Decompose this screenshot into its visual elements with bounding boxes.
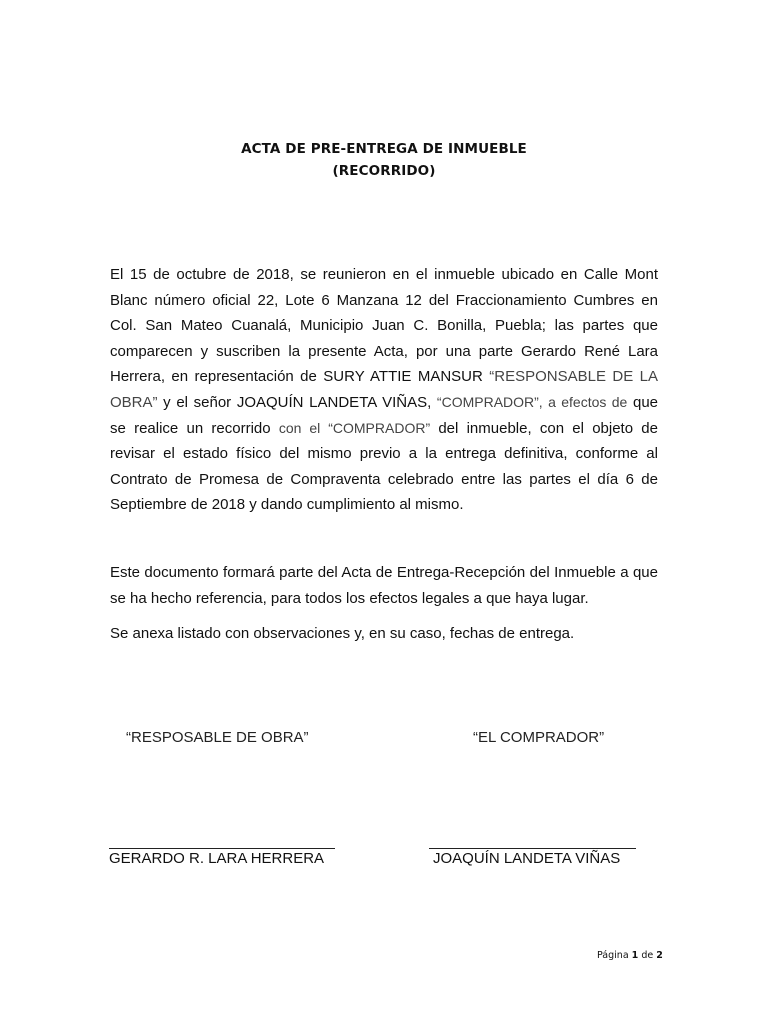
signature-line-responsible — [109, 848, 335, 849]
quote-buyer: “COMPRADOR”, a efectos de — [436, 393, 628, 410]
quote-buyer-walkthrough: con el “COMPRADOR” — [278, 419, 431, 436]
page-total: 2 — [656, 950, 663, 961]
intro-text-3: , — [427, 393, 437, 411]
page-label: Página — [597, 950, 629, 961]
intro-text-2: y el señor — [157, 393, 237, 411]
page-of-label: de — [641, 950, 654, 961]
signature-caption-buyer: “EL COMPRADOR” — [473, 729, 605, 746]
paragraph-intro — [110, 262, 658, 518]
signatory-name-responsible: GERARDO R. LARA HERRERA — [109, 850, 325, 867]
party-name-responsible: SURY ATTIE MANSUR — [323, 368, 483, 386]
signatory-name-buyer: JOAQUÍN LANDETA VIÑAS — [433, 850, 621, 867]
party-name-buyer: JOAQUÍN LANDETA VIÑAS — [236, 393, 428, 411]
signature-line-buyer — [429, 848, 636, 849]
document-title: ACTA DE PRE-ENTREGA DE INMUEBLE — [241, 141, 527, 157]
intro-text-5: del inmueble, con el objeto de revisar el estado físico del mismo previo a la entrega definitiva, conforme al Contrato de Promesa de Compraventa celebrado entre las partes el día 6 de Septiembre de 2018 y dando cumplimiento al mismo. — [110, 419, 658, 514]
signature-caption-responsible: “RESPOSABLE DE OBRA” — [126, 729, 309, 746]
intro-text-1: El 15 de octubre de 2018, se reunieron en el inmueble ubicado en Calle Mont Blanc número oficial 22, Lote 6 Manzana 12 del Fraccionamiento Cumbres en Col. San Mateo Cuanalá, Municipio Juan C. Bonilla, Puebla; las partes que comparecen y suscriben la presente Acta, por una parte Gerardo René Lara Herrera, en representación de — [110, 266, 658, 386]
intro-text-4: que se realice un recorrido — [110, 393, 659, 437]
paragraph-annex: Se anexa listado con observaciones y, en su caso, fechas de entrega. — [110, 625, 575, 642]
quote-responsible: “RESPONSABLE DE LA OBRA” — [110, 368, 658, 411]
page-current: 1 — [631, 950, 639, 961]
page-number-footer — [597, 950, 663, 961]
paragraph-legal: Este documento formará parte del Acta de Entrega-Recepción del Inmueble a que se ha hecho referencia, para todos los efectos legales a que haya lugar. — [110, 564, 658, 607]
document-subtitle: (RECORRIDO) — [332, 163, 436, 179]
